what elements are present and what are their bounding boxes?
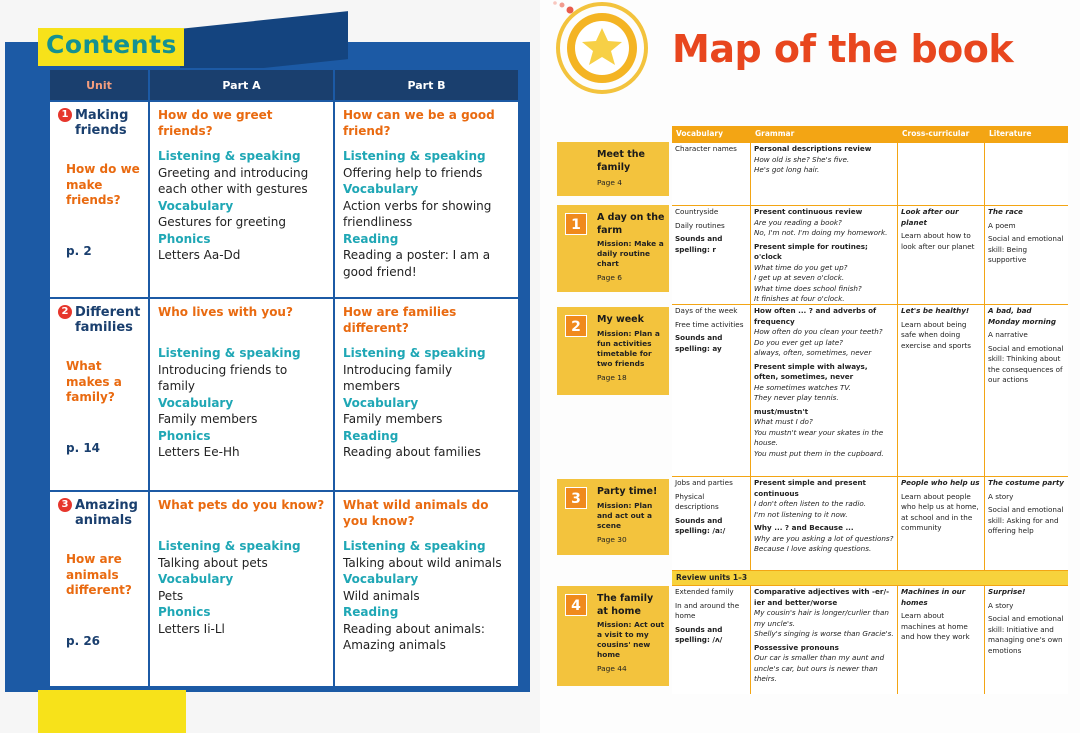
cell-line: Machines in our homes — [901, 587, 966, 607]
section-text: Reading about animals: Amazing animals — [343, 621, 485, 652]
contents-unit-row — [49, 491, 519, 687]
cell-line: People who help us — [901, 478, 980, 487]
unit-number-badge: 2 — [565, 315, 587, 337]
unit-number-badge: 2 — [58, 305, 72, 319]
part-b-cell — [334, 491, 519, 687]
cell-line: How often ... ? and adverbs of frequency — [754, 306, 877, 326]
unit-card — [557, 142, 669, 196]
unit-name — [58, 305, 140, 335]
unit-title: Meet the family — [597, 149, 645, 173]
cross-curricular-cell — [898, 206, 984, 304]
section-text: Family members — [343, 412, 443, 426]
unit-title: Amazing animals — [75, 498, 138, 528]
section-text: Gestures for greeting — [158, 215, 286, 229]
header-part-a: Part A — [149, 69, 334, 101]
cell-line: The race — [988, 207, 1023, 216]
part-b-cell — [334, 298, 519, 491]
unit-page-ref: Page 18 — [597, 372, 627, 382]
cell-line: Present continuous review — [754, 207, 863, 216]
section-text: Letters Aa-Dd — [158, 248, 241, 262]
cell-line: Comparative adjectives with -er/-ier and better/worse — [754, 587, 890, 607]
cell-line: Look after our planet — [901, 207, 959, 227]
unit-info — [597, 593, 667, 674]
literature-cell — [985, 143, 1068, 205]
cell-line: Sounds and spelling: /a:/ — [675, 515, 726, 535]
part-question: How are families different? — [343, 305, 457, 335]
cell-line: He sometimes watches TV. — [754, 382, 851, 392]
cell-line: Character names — [675, 144, 737, 153]
cell-line: Learn about people who help us at home, at school and in the community — [901, 491, 979, 532]
unit-name — [58, 108, 140, 138]
cell-line: Why ... ? and Because ... — [754, 523, 854, 532]
unit-page-ref: p. 14 — [66, 440, 101, 455]
yellow-footer-strip — [38, 690, 186, 733]
cell-line: Jobs and parties — [675, 478, 733, 487]
part-question: What pets do you know? — [158, 498, 325, 512]
cell-line: Sounds and spelling: ay — [675, 333, 723, 353]
cell-line: Sounds and spelling: r — [675, 234, 723, 254]
unit-info — [597, 212, 667, 283]
map-grid — [672, 126, 1068, 694]
section-heading: Listening & speaking — [343, 539, 486, 553]
vocabulary-cell — [672, 305, 750, 476]
cell-line: I don't often listen to the radio. — [754, 499, 867, 508]
section-text: Pets — [158, 588, 184, 603]
cell-line: You mustn't wear your skates in the house. — [754, 427, 884, 447]
map-title: Map of the book — [672, 27, 1014, 71]
header-unit: Unit — [49, 69, 149, 101]
section-heading: Listening & speaking — [343, 149, 486, 163]
part-question: How can we be a good friend? — [343, 108, 495, 138]
cell-line: They never play tennis. — [754, 393, 839, 402]
section-text: Talking about pets — [158, 555, 268, 570]
section-text: Offering help to friends — [343, 165, 483, 180]
cell-line: My cousin's hair is longer/curlier than my uncle's. — [754, 608, 889, 628]
cross-curricular-cell — [898, 305, 984, 476]
cell-line: Extended family — [675, 587, 734, 596]
section-heading: Phonics — [158, 428, 211, 443]
part-a-cell — [149, 298, 334, 491]
unit-mission: Mission: Plan a fun activities timetable for two friends — [597, 328, 660, 368]
cell-line: Because I love asking questions. — [754, 544, 872, 553]
cell-line: Present simple for routines; o'clock — [754, 241, 868, 261]
vocabulary-cell — [672, 143, 750, 205]
cross-curricular-cell — [898, 143, 984, 205]
section-text: Wild animals — [343, 588, 420, 603]
cell-line: You must put them in the cupboard. — [754, 448, 884, 458]
unit-big-question: What makes a family? — [66, 359, 122, 404]
unit-cell — [49, 101, 149, 298]
cell-line: Learn about machines at home and how they work — [901, 611, 970, 641]
unit-page-ref: Page 30 — [597, 534, 627, 544]
section-heading: Reading — [343, 605, 399, 619]
unit-card — [557, 479, 669, 555]
vocabulary-cell — [672, 206, 750, 304]
contents-unit-row — [49, 101, 519, 298]
unit-number-badge: 1 — [58, 108, 72, 122]
unit-number-badge: 3 — [58, 498, 72, 512]
cell-line: Why are you asking a lot of questions? — [754, 533, 894, 543]
section-heading: Listening & speaking — [158, 539, 301, 553]
section-heading: Vocabulary — [158, 198, 234, 213]
section-heading: Listening & speaking — [158, 346, 301, 360]
header-cross-curricular: Cross-curricular — [902, 129, 970, 138]
unit-title: Different families — [75, 305, 141, 335]
header-literature: Literature — [989, 129, 1032, 138]
header-part-b: Part B — [334, 69, 519, 101]
unit-card — [557, 205, 669, 292]
cell-line: Social and emotional skill: Initiative and managing one's own emotions — [988, 614, 1064, 655]
vocabulary-cell — [672, 586, 750, 694]
grammar-cell — [751, 143, 897, 205]
unit-page-ref: Page 4 — [597, 178, 622, 187]
section-heading: Reading — [343, 231, 399, 246]
cell-line: How often do you clean your teeth? — [754, 327, 883, 336]
unit-page-ref: Page 6 — [597, 273, 622, 282]
section-heading: Vocabulary — [158, 395, 234, 410]
section-heading: Vocabulary — [343, 395, 419, 410]
cell-line: It finishes at four o'clock. — [754, 294, 845, 303]
section-heading: Vocabulary — [343, 182, 419, 196]
cell-line: Physical descriptions — [675, 491, 719, 511]
literature-cell — [985, 305, 1068, 476]
contents-header-row — [49, 69, 519, 101]
cell-line: must/mustn't — [754, 406, 809, 416]
cell-line: Present simple with always, often, sometimes, never — [754, 361, 868, 381]
cell-line: Free time activities — [675, 319, 744, 329]
cell-line: Personal descriptions review — [754, 144, 872, 153]
cross-curricular-cell — [898, 477, 984, 570]
unit-name — [58, 498, 140, 528]
cell-line: In and around the home — [675, 600, 740, 620]
cell-line: A story — [988, 600, 1014, 610]
part-question: How do we greet friends? — [158, 108, 273, 138]
cell-line: The costume party — [988, 478, 1064, 487]
unit-cell — [49, 491, 149, 687]
unit-big-question: How do we make friends? — [66, 162, 140, 207]
section-heading: Reading — [343, 428, 399, 443]
cell-line: Are you reading a book? — [754, 217, 842, 227]
cell-line: Possessive pronouns — [754, 642, 839, 652]
contents-unit-row — [49, 298, 519, 491]
cell-line: Sounds and spelling: /ʌ/ — [675, 624, 723, 644]
unit-title: Party time! — [597, 486, 658, 497]
cell-line: Social and emotional skill: Being supportive — [988, 234, 1064, 264]
cell-line: Shelly's singing is worse than Gracie's. — [754, 629, 894, 638]
unit-number-badge: 3 — [565, 487, 587, 509]
header-grammar: Grammar — [755, 129, 795, 138]
cell-line: Surprise! — [988, 587, 1026, 596]
literature-cell — [985, 477, 1068, 570]
cross-curricular-cell — [898, 586, 984, 694]
unit-number-badge: 4 — [565, 594, 587, 616]
section-text: Introducing friends to family — [158, 362, 288, 393]
star-badge-icon — [536, 0, 656, 112]
part-a-cell — [149, 491, 334, 687]
unit-title: Making friends — [75, 108, 129, 138]
cell-line: Learn about being safe when doing exercise and sports — [901, 319, 971, 350]
cell-line: A bad, bad Monday morning — [988, 306, 1056, 326]
contents-title: Contents — [46, 30, 177, 59]
unit-info — [597, 149, 667, 188]
unit-mission: Mission: Make a daily routine chart — [597, 239, 664, 268]
section-text: Talking about wild animals — [343, 555, 502, 570]
section-text: Reading about families — [343, 445, 481, 459]
part-question: Who lives with you? — [158, 305, 293, 319]
cell-line: A narrative — [988, 330, 1028, 339]
unit-mission: Mission: Act out a visit to my cousins' new home — [597, 620, 665, 659]
cell-line: Days of the week — [675, 306, 738, 315]
section-text: Introducing family members — [343, 362, 453, 393]
header-vocabulary: Vocabulary — [676, 129, 723, 138]
section-text: Greeting and introducing each other with gestures — [158, 165, 309, 196]
unit-page-ref: p. 26 — [66, 633, 101, 648]
section-text: Reading a poster: I am a good friend! — [343, 248, 491, 279]
unit-title: The family at home — [597, 593, 654, 617]
unit-big-question: How are animals different? — [66, 552, 132, 597]
cell-line: A poem — [988, 220, 1016, 230]
cell-line: Let's be healthy! — [901, 306, 970, 315]
section-text: Family members — [158, 412, 258, 426]
grammar-cell — [751, 477, 897, 570]
unit-card — [557, 307, 669, 395]
part-b-cell — [334, 101, 519, 298]
unit-page-ref: p. 2 — [66, 243, 92, 258]
grammar-cell — [751, 586, 897, 694]
part-question: What wild animals do you know? — [343, 498, 489, 528]
unit-info — [597, 314, 667, 383]
cell-line: What time does school finish? — [754, 283, 862, 293]
grammar-cell — [751, 305, 897, 476]
unit-page-ref: Page 44 — [597, 664, 627, 673]
cell-line: Social and emotional skill: Thinking about the consequences of our actions — [988, 343, 1064, 384]
grammar-cell — [751, 206, 897, 304]
part-a-cell — [149, 101, 334, 298]
cell-line: What must I do? — [754, 417, 813, 426]
literature-cell — [985, 206, 1068, 304]
unit-cell — [49, 298, 149, 491]
section-text: Letters Ii-Ll — [158, 621, 225, 636]
cell-line: always, often, sometimes, never — [754, 348, 872, 357]
cell-line: I'm not listening to it now. — [754, 509, 848, 519]
vocabulary-cell — [672, 477, 750, 570]
section-heading: Phonics — [158, 605, 211, 619]
cell-line: What time do you get up? — [754, 262, 848, 272]
unit-number-badge: 1 — [565, 213, 587, 235]
section-heading: Vocabulary — [343, 572, 419, 586]
cell-line: Present simple and present continuous — [754, 478, 866, 498]
cell-line: Do you ever get up late? — [754, 337, 843, 347]
cell-line: Social and emotional skill: Asking for and offering help — [988, 505, 1064, 535]
unit-title: My week — [597, 314, 644, 325]
unit-title: A day on the farm — [597, 212, 665, 236]
unit-card — [557, 586, 669, 686]
section-heading: Phonics — [158, 231, 211, 246]
cell-line: No, I'm not. I'm doing my homework. — [754, 228, 888, 237]
cell-line: I get up at seven o'clock. — [754, 273, 845, 282]
section-heading: Vocabulary — [158, 572, 234, 586]
literature-cell — [985, 586, 1068, 694]
section-heading: Listening & speaking — [158, 149, 301, 163]
cell-line: He's got long hair. — [754, 165, 820, 174]
review-band: Review units 1–3 — [672, 571, 1068, 585]
unit-mission: Mission: Plan and act out a scene — [597, 500, 653, 530]
cell-line: Countryside — [675, 207, 719, 216]
cell-line: Daily routines — [675, 220, 725, 230]
cell-line: A story — [988, 491, 1014, 501]
contents-table — [48, 68, 520, 688]
cell-line: Learn about how to look after our planet — [901, 231, 975, 251]
cell-line: How old is she? She's five. — [754, 154, 850, 164]
cell-line: Our car is smaller than my aunt and uncle's car, but ours is newer than theirs. — [754, 653, 885, 683]
section-heading: Listening & speaking — [343, 346, 486, 360]
unit-info — [597, 486, 667, 545]
section-text: Action verbs for showing friendliness — [343, 198, 492, 229]
section-text: Letters Ee-Hh — [158, 445, 240, 459]
